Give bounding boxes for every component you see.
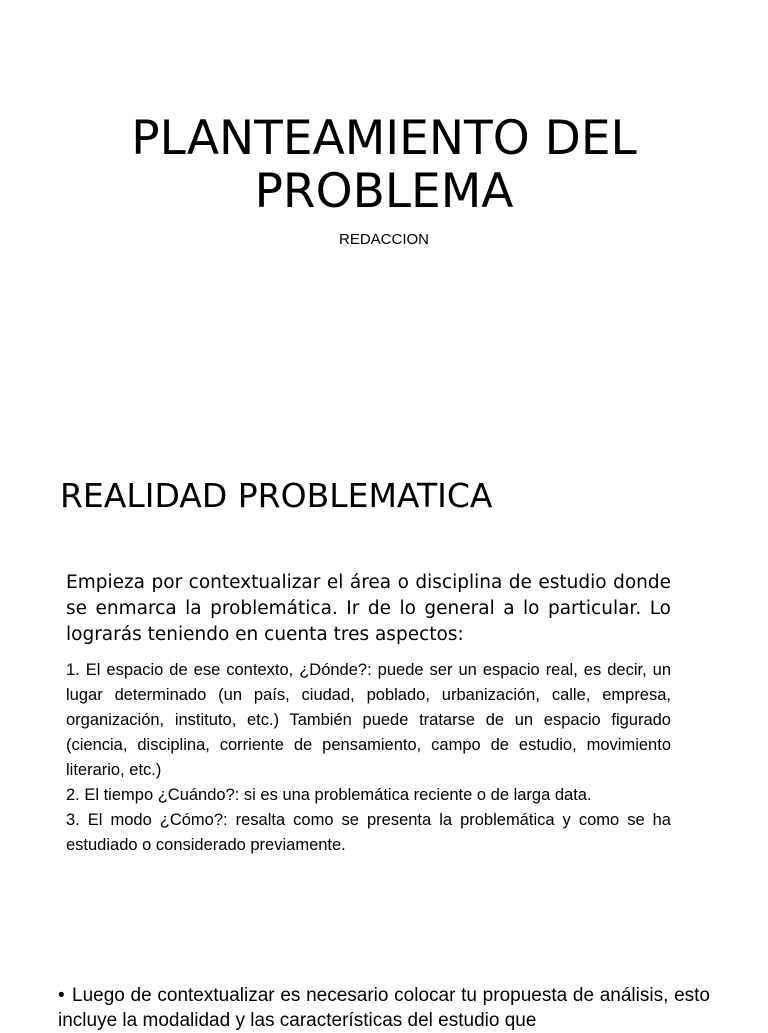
- section-heading: REALIDAD PROBLEMATICA: [60, 476, 493, 515]
- bullet-mark: •: [58, 985, 65, 1006]
- subtitle: REDACCION: [338, 231, 429, 248]
- aspects-list: [66, 658, 671, 858]
- page-title: PLANTEAMIENTO DEL PROBLEMA: [131, 111, 637, 219]
- slide-propuesta: [0, 920, 768, 1031]
- bullet-paragraph: [58, 983, 710, 1033]
- aspect-item-mode: 3. El modo ¿Cómo?: resalta como se presenta la problemática y como se ha estudiado o considerado previamente.: [66, 811, 671, 854]
- slide-realidad-problematica: [0, 420, 768, 920]
- aspect-item-time: 2. El tiempo ¿Cuándo?: si es una problemática reciente o de larga data.: [66, 786, 592, 804]
- intro-paragraph: Empieza por contextualizar el área o disciplina de estudio donde se enmarca la problemática. Ir de lo general a lo particular. Lo lograrás teniendo en cuenta tres aspectos:: [66, 572, 671, 645]
- slide-title: [0, 0, 768, 420]
- bullet-text: Luego de contextualizar es necesario colocar tu propuesta de análisis, esto incluye la modalidad y las características del estudio que: [58, 985, 710, 1031]
- aspect-item-space: 1. El espacio de ese contexto, ¿Dónde?: puede ser un espacio real, es decir, un lugar determinado (un país, ciudad, poblado, urbanización, calle, empresa, organización, instituto, etc.) También puede tratarse de un espacio figurado (ciencia, disciplina, corriente de pensamiento, campo de estudio, movimiento literario, etc.): [66, 661, 671, 779]
